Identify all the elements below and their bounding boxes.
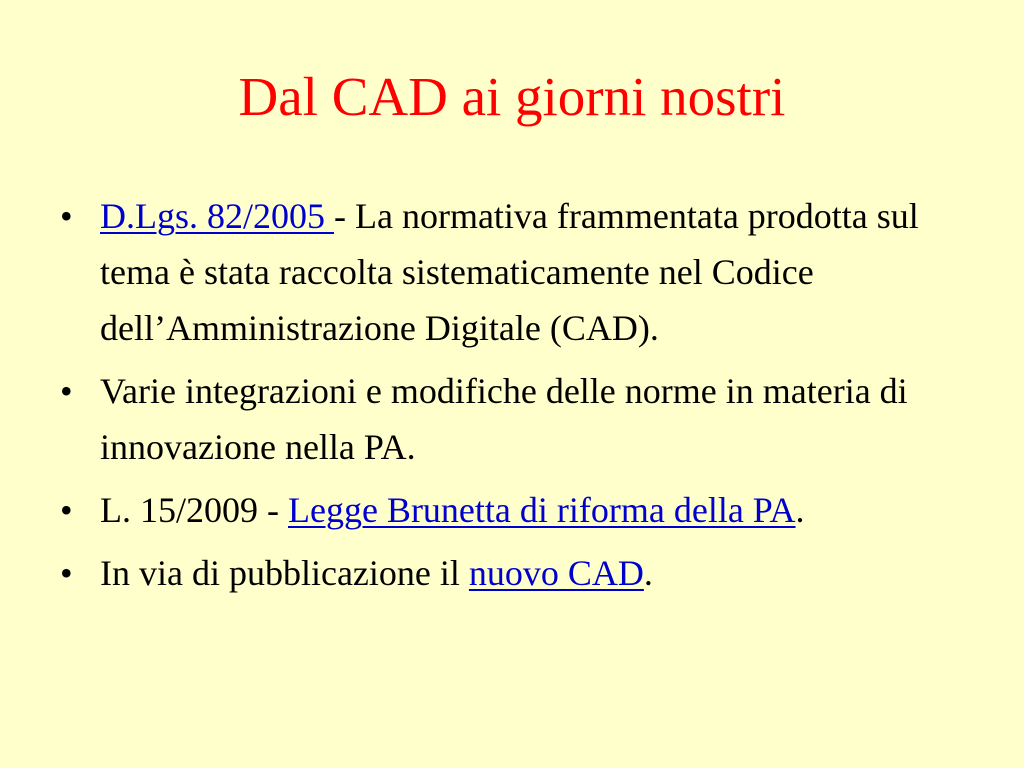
legge-brunetta-link[interactable]: Legge Brunetta di riforma della PA: [287, 490, 796, 530]
bullet-text: Varie integrazioni e modifiche delle norme in materia di innovazione nella PA.: [100, 371, 908, 467]
bullet-text-end: .: [643, 553, 653, 593]
bullet-dot-icon: •: [60, 371, 73, 411]
bullet-item-integrazioni: [60, 363, 960, 475]
dlgs-82-2005-link[interactable]: D.Lgs. 82/2005: [100, 196, 334, 236]
nuovo-cad-link[interactable]: nuovo CAD: [468, 553, 644, 593]
bullet-text: - La normativa frammentata prodotta sul tema è stata raccolta sistematicamente nel Codice dell’Amministrazione Digitale (CAD).: [100, 196, 919, 348]
bullet-list: [60, 188, 960, 608]
slide-title: Dal CAD ai giorni nostri: [238, 66, 786, 127]
bullet-dot-icon: •: [60, 553, 73, 593]
bullet-dot-icon: •: [60, 490, 73, 530]
bullet-text: L. 15/2009 -: [100, 490, 288, 530]
bullet-item-legge-15-2009: [60, 482, 960, 538]
bullet-item-dlgs-82-2005: [60, 188, 960, 356]
bullet-dot-icon: •: [60, 196, 73, 236]
bullet-text-end: .: [795, 490, 805, 530]
bullet-text: In via di pubblicazione il: [100, 553, 469, 593]
bullet-item-nuovo-cad: [60, 545, 960, 601]
